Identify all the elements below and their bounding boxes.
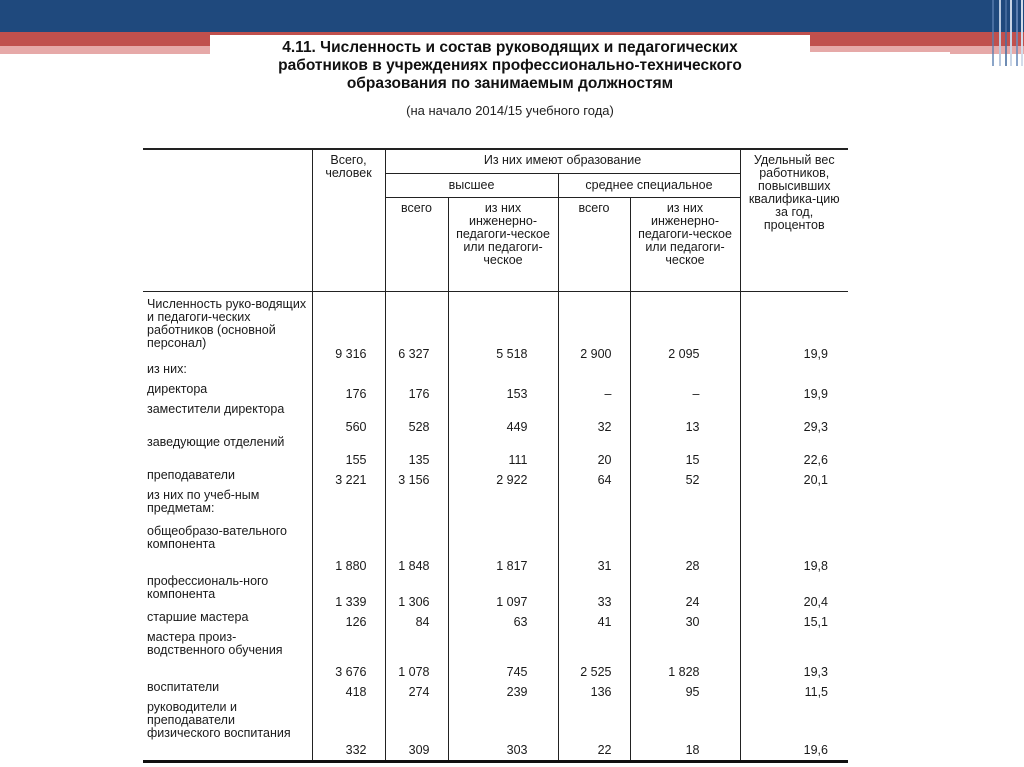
table-row [143, 361, 848, 381]
header-higher-ped: из них инженерно-педагоги-ческое или педагоги-ческое [448, 197, 558, 291]
cell-higher-total: 1 078 [385, 629, 448, 679]
header-total: Всего, человек [312, 149, 385, 291]
cell-total: 1 880 [312, 523, 385, 573]
table-row [143, 573, 848, 609]
row-label: руководители и преподаватели физического воспитания [143, 699, 312, 761]
cell-sec-total [558, 487, 630, 523]
row-label: преподаватели [147, 468, 235, 482]
table-row [143, 629, 848, 679]
cell-total: 176 [312, 381, 385, 401]
table-row [143, 381, 848, 401]
cell-higher-total: 3 156 [385, 467, 448, 487]
cell-share: 19,6 [740, 699, 848, 761]
title-line-1: 4.11. Численность и состав руководящих и педагогических [282, 39, 738, 56]
header-sec-ped: из них инженерно-педагоги-ческое или педагоги-ческое [630, 197, 740, 291]
cell-higher-ped: 745 [448, 629, 558, 679]
cell-share: 19,9 [740, 381, 848, 401]
cell-higher-ped: 1 817 [448, 523, 558, 573]
cell-higher-ped: 111 [448, 434, 558, 467]
cell-sec-total: 31 [558, 523, 630, 573]
table-row [143, 679, 848, 699]
cell-share: 29,3 [740, 401, 848, 434]
table-row [143, 523, 848, 573]
table-title [210, 39, 810, 93]
table-row [143, 699, 848, 761]
cell-share: 20,1 [740, 467, 848, 487]
cell-sec-total [558, 361, 630, 381]
cell-higher-total: 274 [385, 679, 448, 699]
cell-sec-ped: 95 [630, 679, 740, 699]
cell-sec-total: 64 [558, 467, 630, 487]
table-row [143, 434, 848, 467]
row-label: Численность руко-водящих и педагоги-ческих работников (основной персонал) [147, 296, 307, 350]
cell-sec-ped: – [630, 381, 740, 401]
cell-higher-total: 528 [385, 401, 448, 434]
table-row [143, 609, 848, 629]
cell-total: 560 [312, 401, 385, 434]
cell-higher-total: 135 [385, 434, 448, 467]
cell-sec-total: – [558, 381, 630, 401]
cell-higher-total [385, 361, 448, 381]
cell-sec-ped: 2 095 [630, 291, 740, 361]
staff-table [143, 148, 848, 763]
row-label: старшие мастера [147, 610, 249, 624]
cell-sec-total: 20 [558, 434, 630, 467]
cell-share: 11,5 [740, 679, 848, 699]
cell-higher-total: 1 848 [385, 523, 448, 573]
cell-share [740, 487, 848, 523]
cell-higher-total: 176 [385, 381, 448, 401]
header-sec-total: всего [558, 197, 630, 291]
title-line-3: образования по занимаемым должностям [346, 75, 674, 92]
cell-higher-ped [448, 487, 558, 523]
cell-sec-total: 2 900 [558, 291, 630, 361]
cell-sec-ped: 24 [630, 573, 740, 609]
cell-higher-ped: 303 [448, 699, 558, 761]
cell-total: 332 [312, 699, 385, 761]
row-label: заместители директора [147, 402, 285, 416]
cell-share: 22,6 [740, 434, 848, 467]
header-higher-total: всего [385, 197, 448, 291]
cell-higher-ped [448, 361, 558, 381]
cell-higher-total: 309 [385, 699, 448, 761]
cell-higher-total: 6 327 [385, 291, 448, 361]
table-row [143, 401, 848, 434]
slide-title-block [210, 35, 810, 118]
cell-share: 15,1 [740, 609, 848, 629]
cell-total: 418 [312, 679, 385, 699]
row-label: директора [147, 382, 208, 396]
header-higher: высшее [385, 173, 558, 197]
cell-sec-total: 2 525 [558, 629, 630, 679]
table-subtitle: (на начало 2014/15 учебного года) [406, 103, 614, 118]
header-share: Удельный вес работников, повысивших квалифика-цию за год, процентов [740, 149, 848, 291]
table-row [143, 291, 848, 361]
header-education-group: Из них имеют образование [385, 149, 740, 173]
cell-sec-ped: 18 [630, 699, 740, 761]
cell-higher-ped: 5 518 [448, 291, 558, 361]
cell-total [312, 487, 385, 523]
cell-share: 19,9 [740, 291, 848, 361]
cell-sec-total: 41 [558, 609, 630, 629]
table-row [143, 467, 848, 487]
cell-sec-ped: 30 [630, 609, 740, 629]
header-divider-strip [790, 52, 950, 56]
cell-higher-ped: 63 [448, 609, 558, 629]
cell-sec-ped: 15 [630, 434, 740, 467]
cell-total [312, 361, 385, 381]
cell-share: 20,4 [740, 573, 848, 609]
cell-higher-ped: 449 [448, 401, 558, 434]
header-secondary-special: среднее специальное [558, 173, 740, 197]
row-label: профессиональ-ного компонента [147, 574, 269, 601]
title-line-2: работников в учреждениях профессионально-технического [278, 57, 742, 74]
cell-higher-total: 84 [385, 609, 448, 629]
header-band-blue [0, 0, 1024, 32]
row-label: из них по учеб-ным предметам: [147, 488, 260, 515]
cell-higher-total [385, 487, 448, 523]
decorative-stripes [990, 0, 1024, 68]
cell-total: 1 339 [312, 573, 385, 609]
cell-higher-ped: 2 922 [448, 467, 558, 487]
cell-sec-ped: 52 [630, 467, 740, 487]
row-label: заведующие отделений [147, 435, 285, 449]
cell-sec-total: 33 [558, 573, 630, 609]
cell-higher-ped: 239 [448, 679, 558, 699]
cell-share: 19,8 [740, 523, 848, 573]
cell-sec-total: 136 [558, 679, 630, 699]
cell-higher-total: 1 306 [385, 573, 448, 609]
cell-total: 3 676 [312, 629, 385, 679]
cell-total: 126 [312, 609, 385, 629]
cell-sec-total: 22 [558, 699, 630, 761]
cell-sec-ped [630, 487, 740, 523]
cell-sec-ped: 1 828 [630, 629, 740, 679]
cell-higher-ped: 1 097 [448, 573, 558, 609]
row-label: из них: [147, 362, 187, 376]
cell-higher-ped: 153 [448, 381, 558, 401]
cell-total: 3 221 [312, 467, 385, 487]
cell-share [740, 361, 848, 381]
table-row [143, 487, 848, 523]
cell-sec-ped: 13 [630, 401, 740, 434]
cell-share: 19,3 [740, 629, 848, 679]
cell-sec-total: 32 [558, 401, 630, 434]
cell-sec-ped: 28 [630, 523, 740, 573]
cell-total: 9 316 [312, 291, 385, 361]
cell-total: 155 [312, 434, 385, 467]
row-label: общеобразо-вательного компонента [147, 524, 287, 551]
header-blank [143, 149, 312, 291]
row-label: мастера произ-водственного обучения [147, 630, 283, 657]
row-label: воспитатели [147, 680, 220, 694]
cell-sec-ped [630, 361, 740, 381]
